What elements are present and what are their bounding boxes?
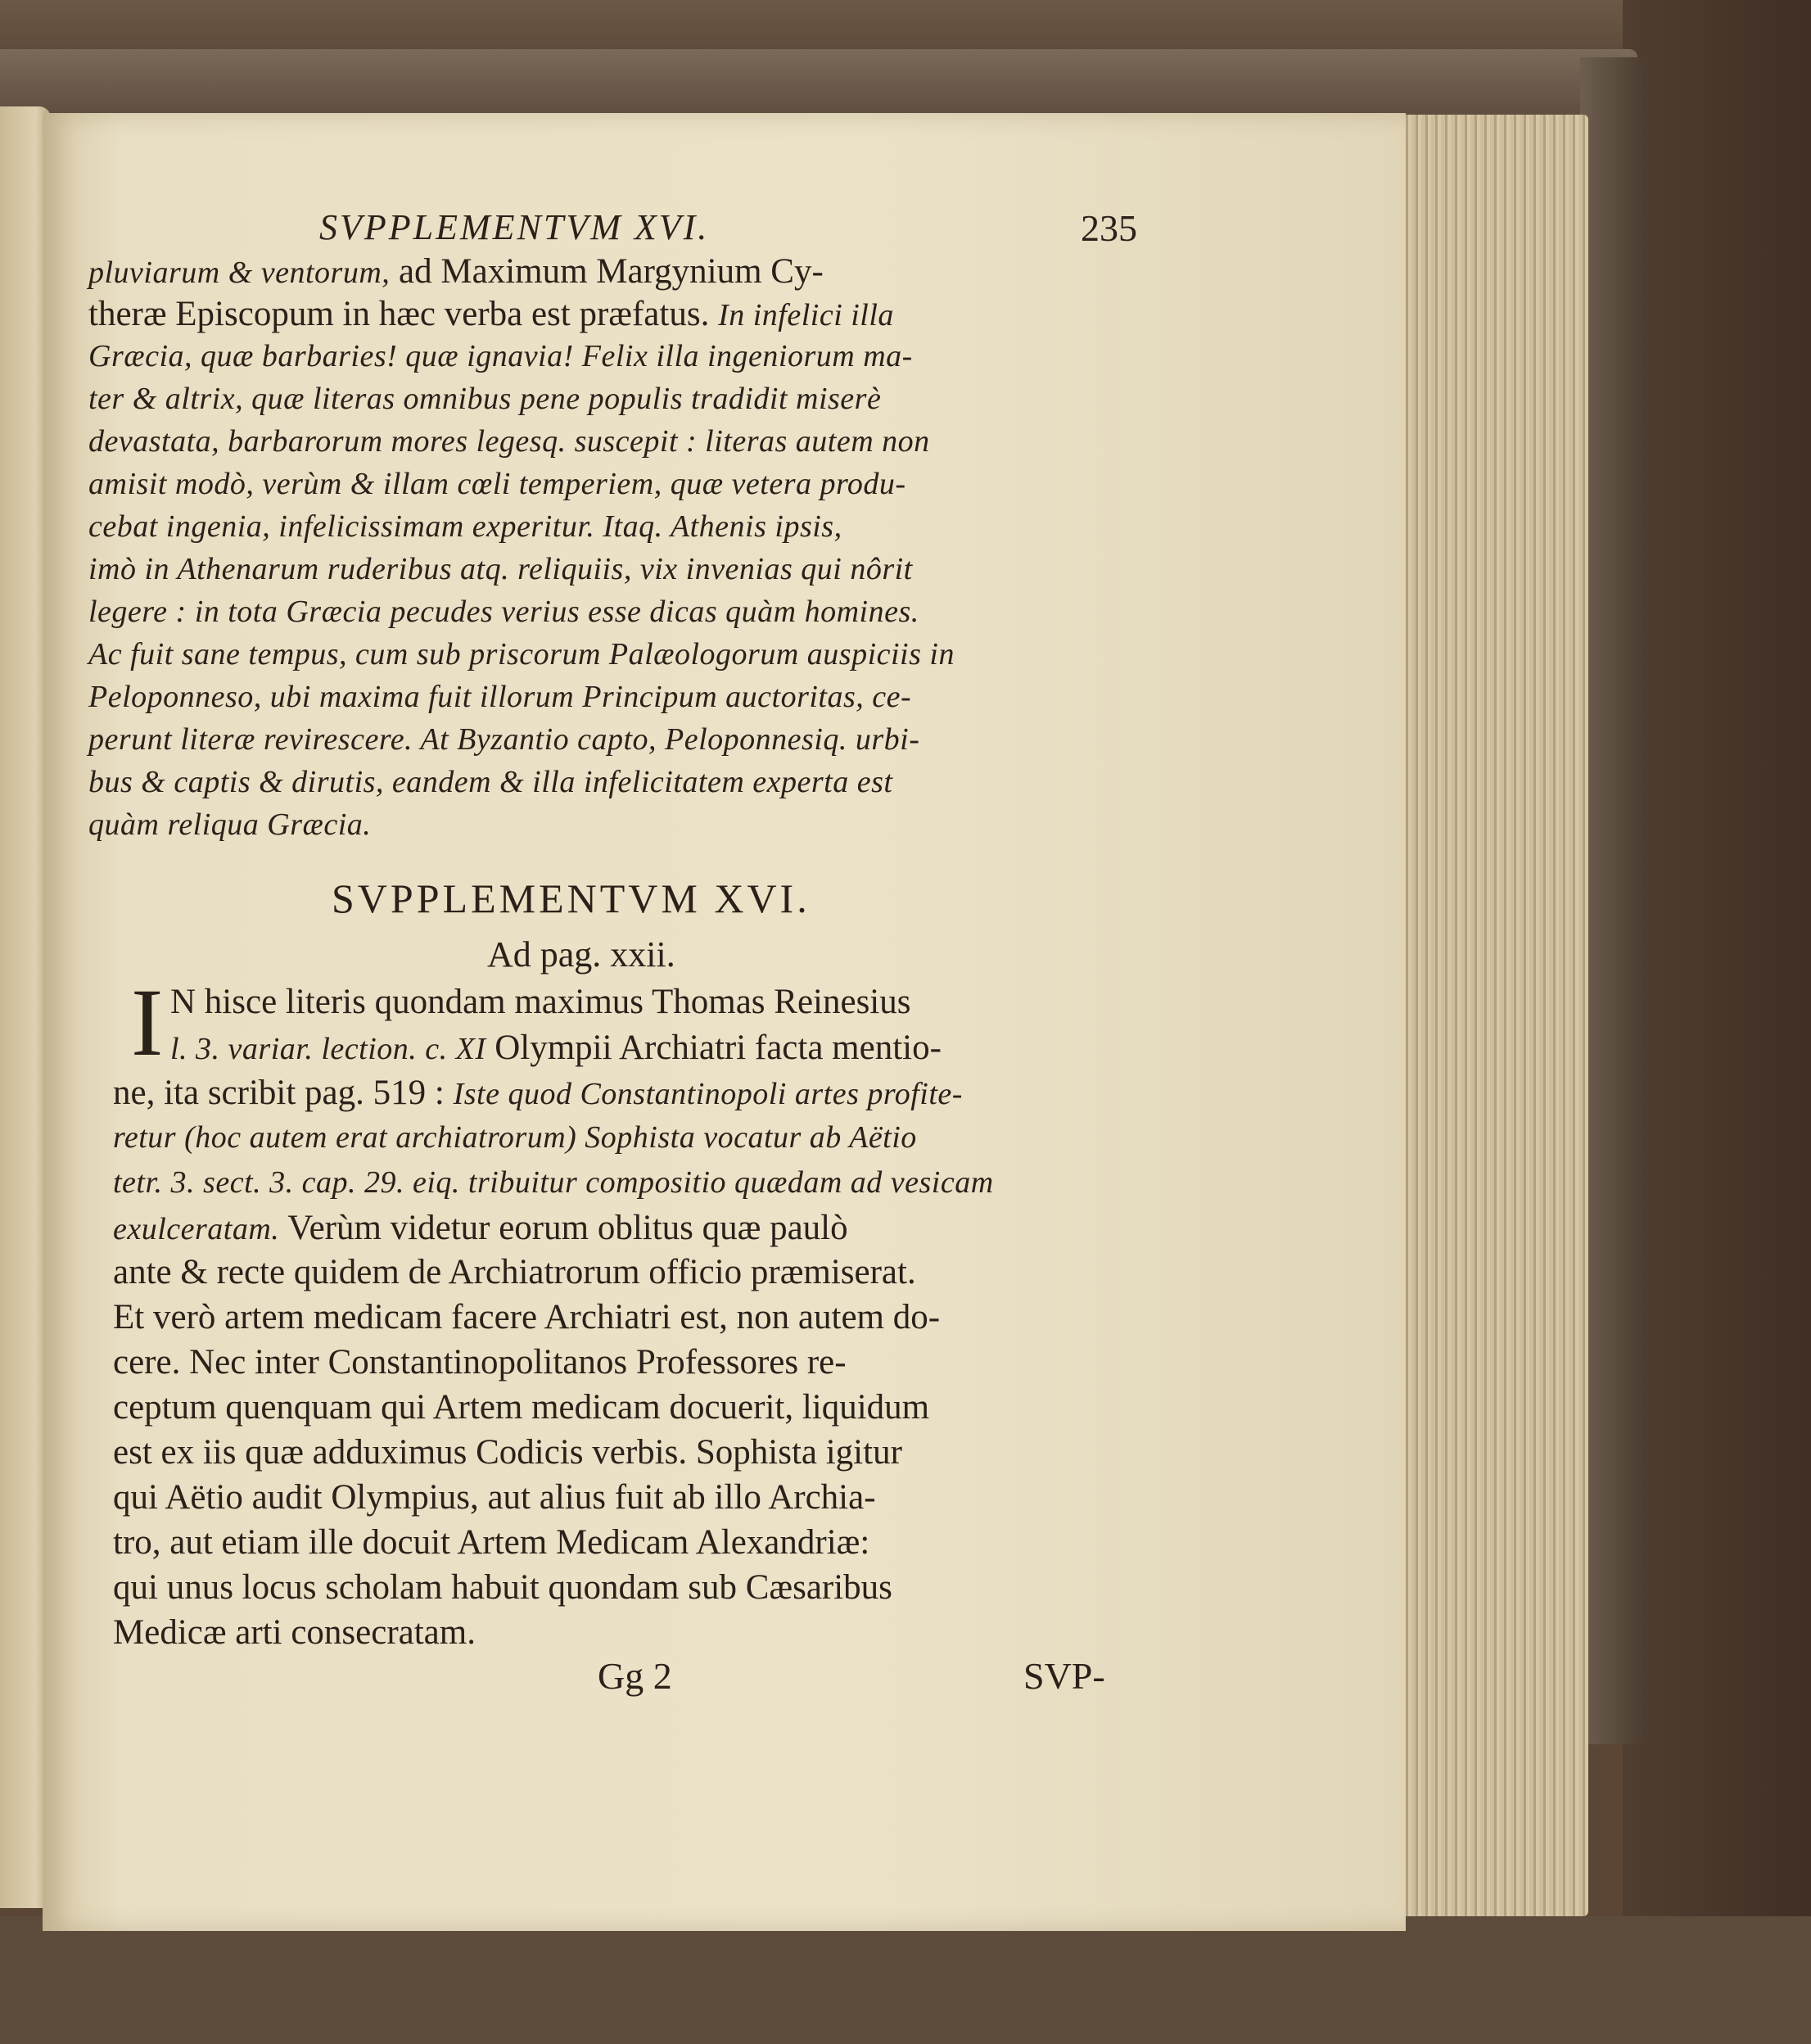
body-line: qui unus locus scholam habuit quondam sub Cæsaribus bbox=[113, 1568, 892, 1607]
drop-capital: I bbox=[131, 969, 164, 1076]
quote-line: cebat ingenia, infelicissimam experitur. Itaq. Athenis ipsis, bbox=[88, 509, 842, 544]
running-title: SVPPLEMENTVM XVI. bbox=[319, 207, 710, 247]
page-fore-edge bbox=[1392, 115, 1588, 1916]
body-line: est ex iis quæ adduximus Codicis verbis. Sophista igitur bbox=[113, 1433, 902, 1472]
text-span: In infelici illa bbox=[718, 298, 894, 332]
text-span: Olympii Archiatri facta mentio- bbox=[485, 1029, 942, 1067]
quote-line: ter & altrix, quæ literas omnibus pene populis tradidit miserè bbox=[88, 382, 882, 416]
text-span: Iste quod Constantinopoli artes profite- bbox=[453, 1077, 963, 1111]
body-line: tro, aut etiam ille docuit Artem Medicam Alexandriæ: bbox=[113, 1523, 870, 1562]
quote-line: imò in Athenarum ruderibus atq. reliquiis, vix invenias qui nôrit bbox=[88, 552, 913, 586]
text-span: l. 3. variar. lection. c. XI bbox=[170, 1032, 486, 1066]
section-subheading: Ad pag. xxii. bbox=[487, 934, 675, 975]
text-span: theræ Episcopum in hæc verba est præfatus. bbox=[88, 295, 719, 333]
quote-line: legere : in tota Græcia pecudes verius esse dicas quàm homines. bbox=[88, 595, 919, 629]
quote-line: Peloponneso, ubi maxima fuit illorum Principum auctoritas, ce- bbox=[88, 680, 912, 714]
text-span: ad Maximum Margynium Cy- bbox=[390, 252, 824, 291]
text-span: Verùm videtur eorum oblitus quæ paulò bbox=[279, 1209, 848, 1247]
book-board-top bbox=[0, 49, 1637, 123]
body-line: cere. Nec inter Constantinopolitanos Professores re- bbox=[113, 1343, 847, 1382]
body-line: Medicæ arti consecratam. bbox=[113, 1613, 476, 1652]
catchword: SVP- bbox=[1023, 1655, 1105, 1697]
quote-line: Ac fuit sane tempus, cum sub priscorum Palæologorum auspiciis in bbox=[88, 637, 955, 672]
body-line: N hisce literis quondam maximus Thomas Reinesius bbox=[170, 983, 911, 1021]
quote-line: devastata, barbarorum mores legesq. suscepit : literas autem non bbox=[88, 424, 930, 459]
page-number: 235 bbox=[1081, 207, 1137, 249]
section-heading: SVPPLEMENTVM XVI. bbox=[332, 875, 811, 921]
quote-line: quàm reliqua Græcia. bbox=[88, 807, 372, 842]
background-right bbox=[1623, 0, 1811, 2044]
body-line: ceptum quenquam qui Artem medicam docuerit, liquidum bbox=[113, 1388, 930, 1427]
quote-line: amisit modò, verùm & illam cœli temperiem, quæ vetera produ- bbox=[88, 467, 906, 501]
body-line: ante & recte quidem de Archiatrorum officio præmiserat. bbox=[113, 1253, 916, 1291]
quote-line: bus & captis & dirutis, eandem & illa infelicitatem experta est bbox=[88, 765, 893, 799]
body-line: qui Aëtio audit Olympius, aut alius fuit ab illo Archia- bbox=[113, 1478, 876, 1517]
book-board-right bbox=[1580, 57, 1646, 1744]
signature-mark: Gg 2 bbox=[598, 1655, 672, 1697]
body-line: retur (hoc autem erat archiatrorum) Sophista vocatur ab Aëtio bbox=[113, 1120, 917, 1155]
text-span: pluviarum & ventorum, bbox=[88, 256, 391, 290]
background-bottom bbox=[0, 1916, 1811, 2044]
body-line: tetr. 3. sect. 3. cap. 29. eiq. tribuitur compositio quædam ad vesicam bbox=[113, 1165, 994, 1200]
quote-line: perunt literæ revirescere. At Byzantio capto, Peloponnesiq. urbi- bbox=[88, 722, 920, 757]
quote-line: Græcia, quæ barbaries! quæ ignavia! Felix illa ingeniorum ma- bbox=[88, 339, 913, 373]
text-span: exulceratam. bbox=[113, 1212, 280, 1246]
body-line: Et verò artem medicam facere Archiatri est, non autem do- bbox=[113, 1298, 941, 1336]
text-span: ne, ita scribit pag. 519 : bbox=[113, 1074, 454, 1112]
